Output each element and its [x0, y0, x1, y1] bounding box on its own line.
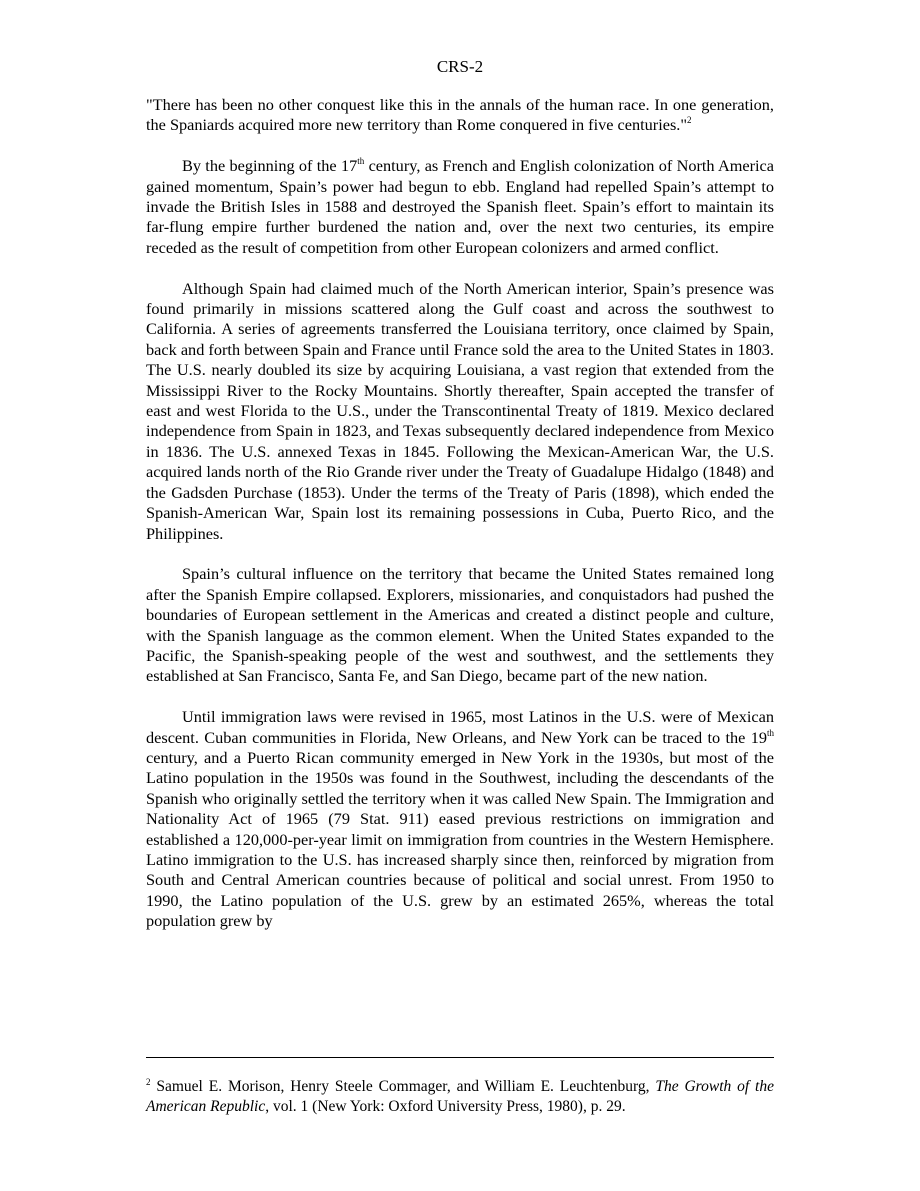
paragraph-text: Until immigration laws were revised in 1965, most Latinos in the U.S. were of Mexican descent. Cuban communities in Florida, New Orleans, and New York can be traced to the 19 [146, 707, 774, 747]
paragraph-territory: Although Spain had claimed much of the North American interior, Spain’s presence was found primarily in missions scattered along the Gulf coast and across the southwest to California. A series of agreements transferred the Louisiana territory, once claimed by Spain, back and forth between Spain and France until France sold the area to the United States in 1803. The U.S. nearly doubled its size by acquiring Louisiana, a vast region that extended from the Mississippi River to the Rocky Mountains. Shortly thereafter, Spain accepted the transfer of east and west Florida to the U.S., under the Transcontinental Treaty of 1819. Mexico declared independence from Spain in 1823, and Texas subsequently declared independence from Mexico in 1836. The U.S. annexed Texas in 1845. Following the Mexican-American War, the U.S. acquired lands north of the Rio Grande river under the Treaty of Guadalupe Hidalgo (1848) and the Gadsden Purchase (1853). Under the terms of the Treaty of Paris (1898), which ended the Spanish-American War, Spain lost its remaining possessions in Cuba, Puerto Rico, and the Philippines. [146, 278, 774, 543]
footnote-divider [146, 1057, 774, 1058]
footnote-ref: 2 [687, 115, 692, 126]
paragraph-text: By the beginning of the 17 [182, 156, 358, 176]
paragraph-text: century, and a Puerto Rican community emerged in New York in the 1930s, but most of the Latino population in the 1950s was found in the Southwest, including the descendants of the Spanish who originally settled the territory when it was called New Spain. The Immigration and Nationality Act of 1965 (79 Stat. 911) eased previous restrictions on immigration and established a 120,000-per-year limit on immigration from countries in the Western Hemisphere. Latino immigration to the U.S. has increased sharply since then, reinforced by migration from South and Central American countries because of political and social unrest. From 1950 to 1990, the Latino population of the U.S. grew by an estimated 265%, whereas the total population grew by [146, 747, 774, 931]
superscript-ordinal: th [766, 727, 774, 738]
paragraph-cultural-influence: Spain’s cultural influence on the territory that became the United States remained long after the Spanish Empire collapsed. Explorers, missionaries, and conquistadors had pushed the boundaries of European settlement in the Americas and created a distinct people and culture, with the Spanish language as the common element. When the United States expanded to the Pacific, the Spanish-speaking people of the west and southwest, and the settlements they established at San Francisco, Santa Fe, and San Diego, became part of the new nation. [146, 564, 774, 686]
paragraph-immigration [146, 707, 774, 931]
footnote-citation: , vol. 1 (New York: Oxford University Press, 1980), p. 29. [265, 1097, 626, 1115]
superscript-ordinal: th [357, 156, 365, 167]
footnote-number: 2 [146, 1077, 151, 1087]
paragraph-quote [146, 95, 774, 136]
footnote-book-title: The Growth of the American Republic [146, 1078, 774, 1115]
paragraph-spain-decline [146, 156, 774, 258]
footnote [146, 1077, 774, 1116]
paragraph-text: century, as French and English colonization of North America gained momentum, Spain’s power had begun to ebb. England had repelled Spain’s attempt to invade the British Isles in 1588 and destroyed the Spanish fleet. Spain’s effort to maintain its far-flung empire further burdened the nation and, over the next two centuries, its empire receded as the result of competition from other European colonizers and armed conflict. [146, 156, 775, 257]
quote-text: "There has been no other conquest like this in the annals of the human race. In one generation, the Spaniards acquired more new territory than Rome conquered in five centuries." [146, 95, 774, 135]
body-text [146, 95, 774, 952]
page-header: CRS-2 [436, 57, 484, 76]
footnote-authors: Samuel E. Morison, Henry Steele Commager, and William E. Leuchtenburg, [150, 1078, 656, 1095]
